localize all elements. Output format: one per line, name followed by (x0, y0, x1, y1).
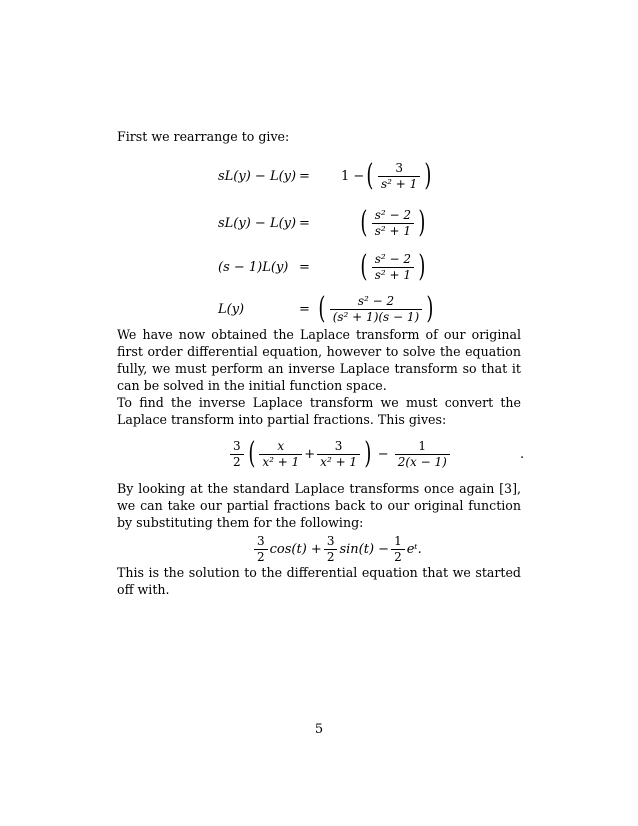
pf-term-2: $\frac{3}{\text{x² + 1}}$ (317, 440, 360, 469)
equation-row-4 (0, 289, 638, 329)
sol-coef-3: $\frac{1}{2}$ (391, 535, 405, 564)
equation-row-1 (0, 156, 638, 196)
eq1-rhs-prefix: 1 − (341, 168, 365, 184)
eq3-rhs: ( $\frac{\text{s² − 2}}{\text{s² + 1}}$ ) (360, 249, 426, 284)
eq3-fraction (372, 253, 414, 282)
pf-trailing-period: . (520, 446, 525, 462)
eq3-lhs: (s − 1)L(y) (218, 259, 289, 275)
intro-text: First we rearrange to give: (117, 129, 290, 144)
eq1-num: 3 (395, 160, 403, 175)
eq1-fraction (378, 162, 420, 191)
sol-coef-2: $\frac{3}{2}$ (324, 535, 338, 564)
eq2-num: s² − 2 (374, 207, 412, 222)
paragraph-inverse-transform: We have now obtained the Laplace transform of our original first order differential equation, however to solve the equation fully, we must perform an inverse Laplace transform so that it can be solved in the initial function space. (117, 327, 521, 393)
eq2-fraction (372, 209, 414, 238)
eq1-rel: = (299, 168, 310, 184)
eq4-lhs: L(y) (218, 301, 245, 317)
conclusion-text: This is the solution to the differential equation that we started off with. (117, 565, 521, 597)
pf-coefficient: $\frac{3}{2}$ (230, 440, 244, 469)
solution-equation: $\frac{3}{2}$ cos(t) + $\frac{3}{2}$ sin(t) − $\frac{1}{2}$ eᵗ. (252, 527, 452, 571)
eq1-lhs: sL(y) − L(y) (218, 168, 297, 184)
eq4-fraction (330, 295, 423, 324)
eq3-num: s² − 2 (374, 251, 412, 266)
pf-term-3: $\frac{1}{2(x - 1)}$ (395, 440, 450, 469)
eq4-den: (s² + 1)(s − 1) (330, 309, 423, 324)
eq2-lhs: sL(y) − L(y) (218, 215, 297, 231)
paragraph-partial-fractions: To find the inverse Laplace transform we must convert the Laplace transform into partial fractions. This gives: (117, 395, 521, 427)
eq1-rhs: 1 − ( $\frac{3}{\text{s² + 1}}$ ) (341, 158, 432, 193)
eq2-rhs: ( $\frac{\text{s² − 2}}{\text{s² + 1}}$ ) (360, 205, 426, 240)
partial-fraction-equation: $\frac{3}{2}$ ( $\frac{x}{\text{x² + 1}}$ + $\frac{3}{\text{x² + 1}}$ ) − $\frac{1}{2(x - 1)}$ . (228, 432, 528, 476)
eq4-num: s² − 2 (357, 293, 395, 308)
eq2-rel: = (299, 215, 310, 231)
eq4-rel: = (299, 301, 310, 317)
eq4-rhs: ( $\frac{\text{s² − 2}}{\text{(s² + 1)(s − 1)}}$ ) (318, 291, 434, 326)
paragraph-standard-transforms: By looking at the standard Laplace transforms once again [3], we can take our partial fractions back to our original function by substituting them for the following: (117, 481, 521, 530)
page-number: 5 (314, 722, 324, 737)
equation-row-2 (0, 203, 638, 243)
eq2-den: s² + 1 (372, 223, 414, 238)
eq3-rel: = (299, 259, 310, 275)
sol-coef-1: $\frac{3}{2}$ (254, 535, 268, 564)
eq3-den: s² + 1 (372, 267, 414, 282)
eq1-den: s² + 1 (378, 176, 420, 191)
equation-row-3 (0, 247, 638, 287)
pf-term-1: $\frac{x}{\text{x² + 1}}$ (259, 440, 302, 469)
